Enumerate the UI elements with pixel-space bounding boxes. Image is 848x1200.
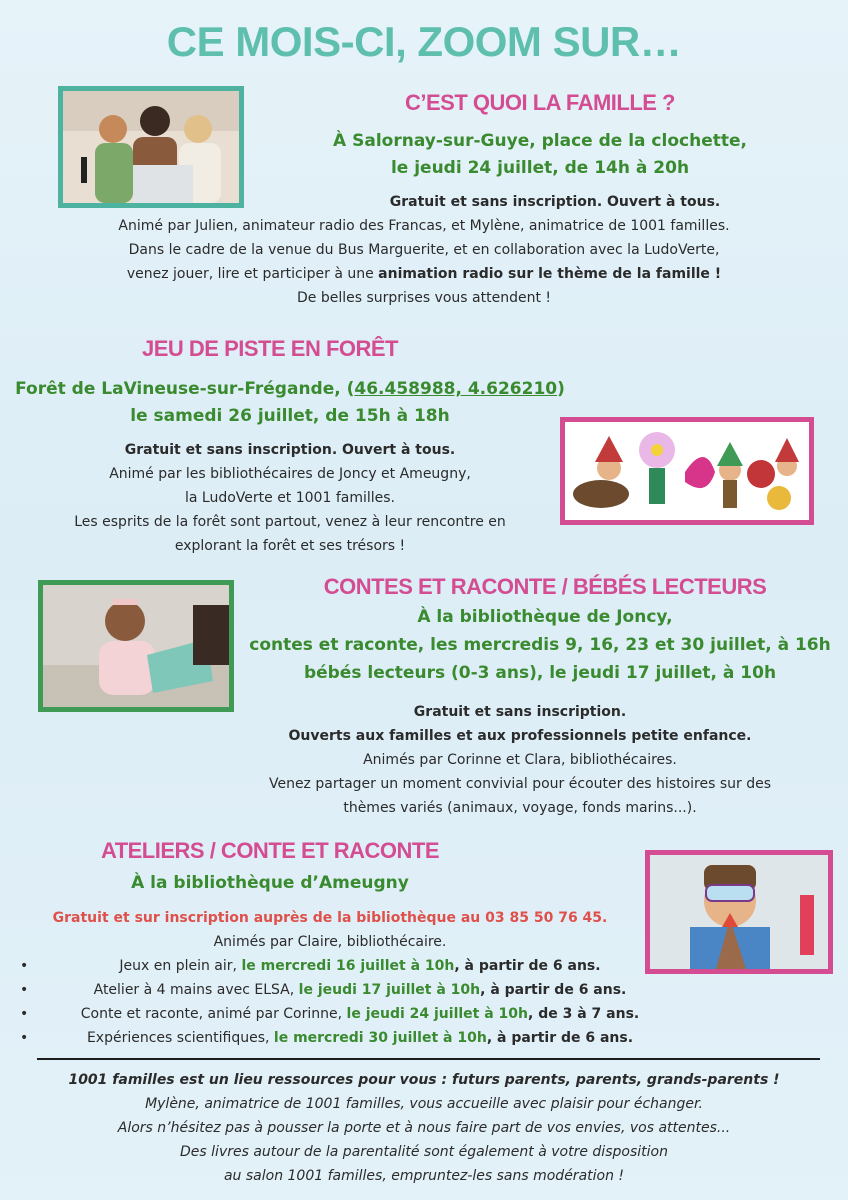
description-text: venez jouer, lire et participer à une <box>126 266 379 282</box>
event-place <box>10 376 570 403</box>
section-title-ateliers: ATELIERS / CONTE ET RACONTE <box>100 838 440 863</box>
footer-line: Mylène, animatrice de 1001 familles, vous accueille avec plaisir pour échanger. <box>145 1096 703 1112</box>
item-age: , à partir de 6 ans. <box>454 958 601 974</box>
description-line <box>20 262 828 286</box>
item-date: le mercredi 30 juillet à 10h <box>273 1030 487 1046</box>
footer <box>0 1068 848 1188</box>
bullet: • <box>20 1030 29 1046</box>
gps-coordinates-link[interactable]: 46.458988, 4.626210 <box>354 379 558 399</box>
item-date: le jeudi 17 juillet à 10h <box>298 982 481 998</box>
place-text-end: ) <box>557 379 565 399</box>
bullet: • <box>20 958 29 974</box>
section-title-contes: CONTES ET RACONTE / BÉBÉS LECTEURS <box>323 574 767 599</box>
event-host: Animés par Claire, bibliothécaire. <box>213 934 447 950</box>
event-access: Gratuit et sans inscription. Ouvert à tous. <box>124 442 456 458</box>
registration-info: Gratuit et sur inscription auprès de la bibliothèque au 03 85 50 76 45. <box>52 910 608 926</box>
photo-baby-reading <box>38 580 234 712</box>
event-place: À Salornay-sur-Guye, place de la clochette, <box>333 131 747 151</box>
description-line: Animé par les bibliothécaires de Joncy et Ameugny, <box>109 466 471 482</box>
divider <box>37 1058 820 1060</box>
event-date-contes: contes et raconte, les mercredis 9, 16, 23 et 30 juillet, à 16h <box>249 635 831 655</box>
place-text: Forêt de LaVineuse-sur-Frégande, ( <box>15 379 355 399</box>
event-place: À la bibliothèque d’Ameugny <box>131 873 409 893</box>
description-line: De belles surprises vous attendent ! <box>296 290 552 306</box>
section-title-famille: C’EST QUOI LA FAMILLE ? <box>404 90 675 115</box>
event-date: le jeudi 24 juillet, de 14h à 20h <box>390 158 690 178</box>
item-age: , à partir de 6 ans. <box>486 1030 634 1046</box>
item-date: le jeudi 24 juillet à 10h <box>346 1006 529 1022</box>
page-title: CE MOIS-CI, ZOOM SUR… <box>166 18 682 65</box>
workshop-list <box>20 954 828 1050</box>
description-line: Dans le cadre de la venue du Bus Marguerite, et en collaboration avec la LudoVerte, <box>128 242 720 258</box>
description-line: Les esprits de la forêt sont partout, venez à leur rencontre en <box>74 514 506 530</box>
event-place: À la bibliothèque de Joncy, <box>417 607 673 627</box>
item-date: le mercredi 16 juillet à 10h <box>241 958 455 974</box>
event-description <box>30 438 550 558</box>
event-description <box>20 214 828 310</box>
footer-line: Alors n’hésitez pas à pousser la porte et à nous faire part de vos envies, vos attentes... <box>117 1120 731 1136</box>
event-description <box>210 700 830 820</box>
item-text: Atelier à 4 mains avec ELSA, <box>93 982 299 998</box>
illustration-forest-spirits <box>560 417 814 525</box>
list-item <box>20 1002 828 1026</box>
description-line: Venez partager un moment convivial pour écouter des histoires sur des <box>268 776 772 792</box>
event-access: Gratuit et sans inscription. <box>413 704 627 720</box>
footer-headline: 1001 familles est un lieu ressources pour vous : futurs parents, parents, grands-parents ! <box>68 1072 780 1088</box>
list-item <box>20 978 828 1002</box>
description-highlight: animation radio sur le thème de la famille ! <box>378 266 722 282</box>
description-line: Animé par Julien, animateur radio des Francas, et Mylène, animatrice de 1001 familles. <box>118 218 730 234</box>
description-line: thèmes variés (animaux, voyage, fonds marins...). <box>343 800 697 816</box>
item-text: Jeux en plein air, <box>119 958 242 974</box>
bullet: • <box>20 982 29 998</box>
footer-line: Des livres autour de la parentalité sont également à votre disposition <box>180 1144 668 1160</box>
list-item <box>20 1026 828 1050</box>
event-date-bebes: bébés lecteurs (0-3 ans), le jeudi 17 juillet, à 10h <box>303 663 777 683</box>
event-audience: Ouverts aux familles et aux professionnels petite enfance. <box>288 728 752 744</box>
item-age: , à partir de 6 ans. <box>480 982 627 998</box>
bullet: • <box>20 1006 29 1022</box>
event-date: le samedi 26 juillet, de 15h à 18h <box>130 406 450 426</box>
item-text: Expériences scientifiques, <box>86 1030 274 1046</box>
list-item <box>20 954 828 978</box>
photo-family-radio <box>58 86 244 208</box>
footer-line: au salon 1001 familles, empruntez-les sans modération ! <box>223 1168 625 1184</box>
event-access: Gratuit et sans inscription. Ouvert à tous. <box>389 194 721 210</box>
description-line: la LudoVerte et 1001 familles. <box>184 490 395 506</box>
description-line: Animés par Corinne et Clara, bibliothécaires. <box>363 752 677 768</box>
item-text: Conte et raconte, animé par Corinne, <box>80 1006 347 1022</box>
item-age: , de 3 à 7 ans. <box>528 1006 640 1022</box>
description-line: explorant la forêt et ses trésors ! <box>174 538 406 554</box>
section-title-jeu-de-piste: JEU DE PISTE EN FORÊT <box>142 336 398 361</box>
